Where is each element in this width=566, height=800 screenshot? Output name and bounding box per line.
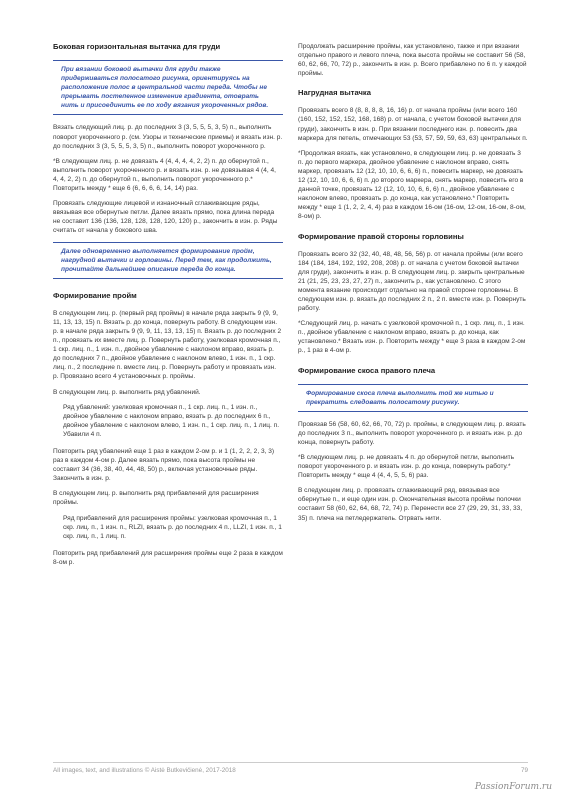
bust-dart-note xyxy=(53,60,283,115)
sequence-note xyxy=(53,242,283,279)
paragraph: В следующем лиц. р. выполнить ряд убавлений. xyxy=(53,388,201,396)
paragraph: Провязать следующие лицевой и изнаночный сглаживающие ряды, ввязывая все обернутые петли. Далее вязать прямо, пока длина переда не составит 136 (136, 128, 128, 128, 120, 120) р., закончить в изн. р. Ряды считать от начала у бокового шва. xyxy=(53,200,278,235)
section-title-shoulder: Формирование скоса правого плеча xyxy=(298,365,436,375)
section-title-chest-dart: Нагрудная вытачка xyxy=(298,88,371,98)
page-number: 79 xyxy=(520,767,528,774)
note-text: Далее одновременно выполняется формирование пройм, нагрудной вытачки и горловины. Перед тем, как продолжить, прочитайте дальнейшее описание переда до конца. xyxy=(61,247,272,273)
paragraph: *Следующий лиц. р. начать с узелковой кромочной п., 1 скр. лиц. п., 1 изн. п., двойное убавление с наклоном вправо, вязать р. до конца, как установлено.* Вязать изн. р. Повторить между * еще 3 раза в каждом 2-ом р., 1 раз в 4-ом р. xyxy=(298,320,526,355)
increase-row-text: Ряд прибавлений для расширения проймы: узелковая кромочная п., 1 скр. лиц. п., 1 изн. п., RLZI, вязать р. до последних 4 п., LLZI, 1 изн. п., 1 скр. лиц. п., 1 лиц. п. xyxy=(63,514,282,540)
paragraph: Провязав 56 (58, 60, 62, 66, 70, 72) р. проймы, в следующем лиц. р. вязать до последних 3 п., выполнить поворот укороченного р. и вязать изн. р. до конца, повернуть работу. xyxy=(298,420,526,446)
paragraph: Провязать всего 8 (8, 8, 8, 8, 16, 16) р. от начала проймы (или всего 160 (160, 152, 152, 152, 168, 168) р. от начала, с учетом боковой вытачки для груди), закончить в изн. р. При вязании последнего изн. р. повесить два маркера для петель, отмечающих 53 (53, 57, 59, 59, 63, 63) центральных п. xyxy=(298,107,528,142)
copyright-text: All images, text, and illustrations © Aistė Butkevičienė, 2017-2018 xyxy=(53,767,236,774)
right-column xyxy=(298,42,528,529)
shoulder-note xyxy=(298,384,528,412)
paragraph: Продолжать расширение проймы, как установлено, также и при вязании отдельно правого и левого плеча, пока высота проймы не составит 56 (58, 60, 62, 66, 70, 72) р., закончить в изн. р. Всего прибавлено по 6 п. у каждой проймы. xyxy=(298,43,527,78)
left-column xyxy=(53,42,283,573)
paragraph: Провязать всего 32 (32, 40, 48, 48, 56, 56) р. от начала проймы (или всего 184 (184, 184, 192, 192, 208, 208) р. от начала с учетом боковой вытачки для груди), закончить в изн. р. В следующем лиц. р. закрыть центральные 21 (21, 25, 23, 23, 27, 27) п., закончить р., как установлено. С этого момента вязание происходит отдельно на правой стороне горловины. В следующем изн. р. вязать до последних 2 п., 2 п. вместе изн. р. Повернуть работу. xyxy=(298,250,526,313)
watermark: PassionForum.ru xyxy=(474,782,552,792)
paragraph: Повторить ряд прибавлений для расширения проймы еще 2 раза в каждом 8-ом р. xyxy=(53,549,283,566)
note-text: Формирование скоса плеча выполнить той же нитью и прекратить следовать полосатому рисунку. xyxy=(306,389,494,406)
paragraph: В следующем лиц. р. (первый ряд проймы) в начале ряда закрыть 9 (9, 9, 11, 13, 13, 15) п. Вязать р. до конца, повернуть работу. В следующем изн. р. в начале ряда закрыть 9 (9, 9, 11, 13, 13, 15) п. Вязать р. до последних 2 п., провязать их вместе лиц. р. Повернуть работу, узелковая кромочная п., 1 скр. лиц. п., 1 изн. п., двойное убавление с наклоном вправо, вязать р. до последних 7 п., двойное убавление с наклоном влево, 1 изн. п., 1 скр. лиц. п., 2 последние п. вместе лиц. р. Повернуть работу и провязать изн. р. Провязано всего 4 установочных р. проймы. xyxy=(53,309,282,381)
section-title-bust-dart: Боковая горизонтальная вытачка для груди xyxy=(53,42,221,51)
paragraph: *Продолжая вязать, как установлено, в следующем лиц. р. не довязать 3 п. до первого маркера, двойное убавление с наклоном вправо, снять маркер, провязать 12 (12, 10, 10, 6, 6, 6) п., повесить маркер, не довязать 12 (12, 10, 10, 6, 6, 6) п. до второго маркера, снять маркер, повесить его в данной точке, провязать 12 (12, 10, 10, 6, 6, 6) п., двойное убавление с наклоном влево, провязать р. до конца, как установлено.* Повторить между * еще 1 (1, 2, 2, 4, 4) раз в каждом 16-ом (16-ом, 12-ом, 16-ом, 8-ом, 8-ом) р. xyxy=(298,149,526,221)
paragraph: *В следующем лиц. р. не довязать 4 (4, 4, 4, 4, 2, 2) п. до обернутой п., выполнить поворот укороченного р. и вязать изн. р. не довязывая 4 (4, 4, 4, 4, 2, 2) п. до обернутой п., выполнить поворот укороченного р.* Повторить между * еще 6 (6, 6, 6, 6, 14, 14) раз. xyxy=(53,157,276,193)
decrease-row-block xyxy=(63,403,283,439)
paragraph: В следующем лиц. р. провязать сглаживающий ряд, ввязывая все обернутые п., и еще один изн. р. Окончательная высота проймы полочки составит 58 (60, 62, 64, 68, 72, 74) р. Перенести все 27 (29, 29, 31, 33, 33, 35) п. плеча на петледержатель. Отрвать нити. xyxy=(298,487,523,522)
page-footer xyxy=(53,762,528,774)
section-title-right-neck: Формирование правой стороны горловины xyxy=(298,231,464,241)
decrease-row-text: Ряд убавлений: узелковая кромочная п., 1 скр. лиц. п., 1 изн. п., двойное убавление с наклоном вправо, вязать р. до последних 6 п., двойное убавление с наклоном влево, 1 изн. п., 1 скр. лиц. п., 1 лиц. п. Убавили 4 п. xyxy=(63,403,280,438)
paragraph: Повторить ряд убавлений еще 1 раз в каждом 2-ом р. и 1 (1, 2, 2, 2, 3, 3) раз в каждом 4-ом р. Далее вязать прямо, пока высота проймы не составит 34 (36, 38, 40, 44, 48, 50) р., включая установочные ряды. Закончить в изн. р. xyxy=(53,448,275,483)
note-text: При вязании боковой вытачки для груди также придерживаться полосатого рисунка, ориентируясь на расположение полос в центральной части переда. Чтобы не прерывать постепенное изменение градиента, отоврать нить и присоединить ее по ходу вязания укороченных рядов. xyxy=(61,66,269,110)
increase-row-block xyxy=(63,514,283,541)
paragraph: *В следующем лиц. р. не довязать 4 п. до обернутой петли, выполнить поворот укороченного р. и вязать изн. р. до конца, повернуть работу.* Повторить между * еще 4 (4, 4, 5, 5, 6) раз. xyxy=(298,454,515,480)
paragraph: Вязать следующий лиц. р. до последних 3 (3, 5, 5, 5, 3, 5) п., выполнить поворот укороченного р. (см. Узоры и технические приемы) и вязать изн. р. до последних 3 (3, 5, 5, 5, 3, 5) п., выполнить поворот укороченного р. xyxy=(53,124,283,150)
section-title-armhole: Формирование пройм xyxy=(53,290,137,300)
paragraph: В следующем лиц. р. выполнить ряд прибавлений для расширения проймы. xyxy=(53,490,259,507)
